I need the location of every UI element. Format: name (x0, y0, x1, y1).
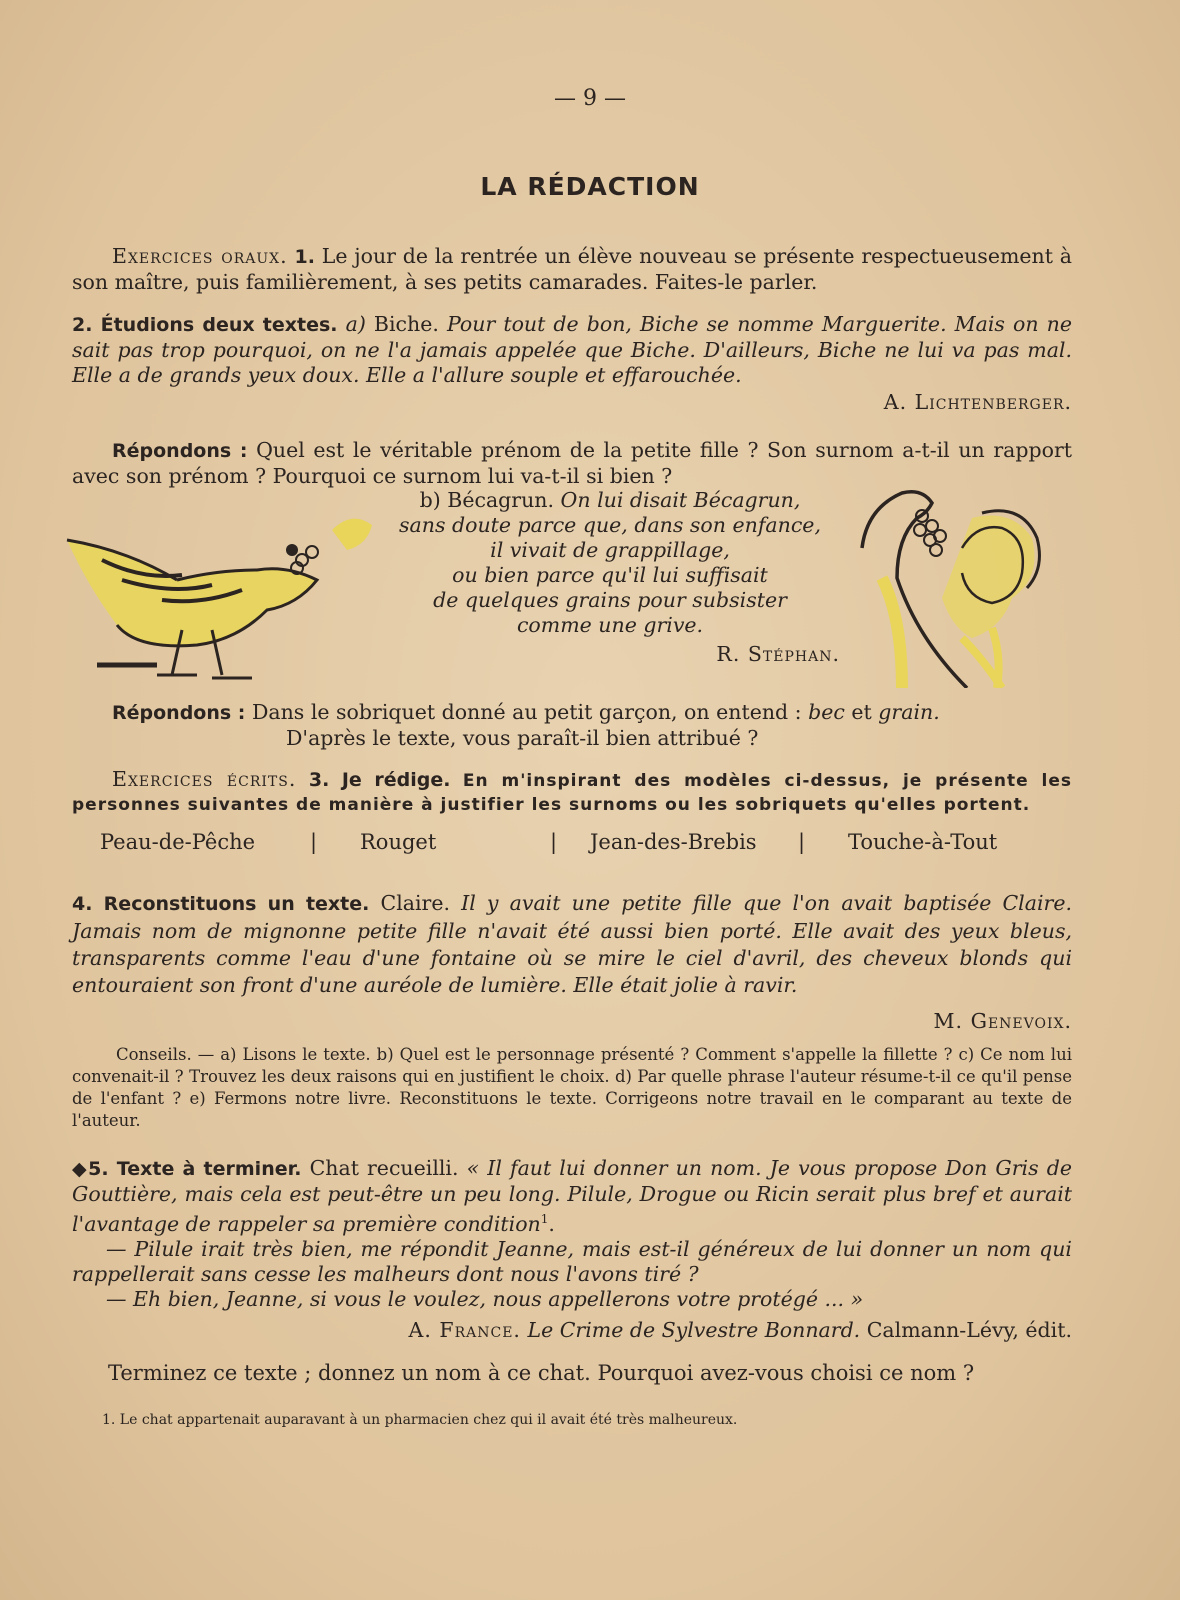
question-2-et: et (851, 700, 872, 724)
exercise-5-author: A. France. (408, 1317, 521, 1342)
nickname-list (72, 830, 1072, 855)
exercise-5: ◆5. Texte à terminer. Chat recueilli. « Il faut lui donner un nom. Je vous propose Don Gris de Gouttière, mais cela est peut-être un peu long. Pilule, Drogue ou Ricin serait plus bref et aurait l'avantage de rappeler sa première condition$^1$. — Pilule irait très bien, me répondit Jeanne, mais est-il généreux de lui donner un nom qui rappellerait sans cesse les malheurs dont nous l'avons tiré ? — Eh bien, Jeanne, si vous le voulez, nous appellerons votre protégé ... » A. France. Le Crime de Sylvestre Bonnard. Calmann-Lévy, édit. Terminez ce texte ; donnez un nom à ce chat. Pourquoi avez-vous choisi ce nom ? (72, 1156, 1072, 1385)
question-2-text-2: D'après le texte, vous paraît-il bien attribué ? (286, 726, 759, 750)
poem-line: il vivait de grappillage, (490, 538, 730, 562)
exercise-2-b (380, 488, 840, 667)
exercise-4-text: Il y avait une petite fille que l'on avait baptisée Claire. Jamais nom de mignonne petite fille n'avait été aussi bien porté. Elle avait des yeux bleus, transparents comme l'eau d'une fontaine où se mire le ciel d'avril, des cheveux blonds qui entouraient son front d'une auréole de lumière. Elle était jolie à ravir. (72, 891, 1072, 997)
poem-line: On lui disait Bécagrun, (560, 488, 801, 512)
question-1-label: Répondons : (112, 440, 248, 462)
exercise-5-name: Chat recueilli. (309, 1156, 459, 1180)
exercise-2-a-label: a) (345, 312, 366, 336)
question-2-text: Dans le sobriquet donné au petit garçon, on entend : (251, 700, 802, 724)
poem-line: ou bien parce qu'il lui suffisait (452, 563, 768, 587)
boy-eating-grapes-illustration (852, 488, 1052, 688)
question-1 (72, 438, 1072, 489)
question-2-label: Répondons : (112, 702, 246, 724)
exercise-1-number: 1. (294, 246, 315, 268)
exercise-5-work: Le Crime de Sylvestre Bonnard. (527, 1317, 861, 1342)
poem-line: sans doute parce que, dans son enfance, (399, 513, 821, 537)
question-2-bec: bec (808, 700, 845, 724)
exercise-5-line-2: — Pilule irait très bien, me répondit Jeanne, mais est-il généreux de lui donner un nom qui rappellerait sans cesse les malheurs dont nous l'avons tiré ? (72, 1236, 1072, 1286)
exercise-2-a-text: Pour tout de bon, Biche se nomme Marguerite. Mais on ne sait pas trop pourquoi, on ne l'a jamais appelée que Biche. D'ailleurs, Biche ne lui va pas mal. Elle a de grands yeux doux. Elle a l'allure souple et effarouchée. (72, 312, 1072, 387)
exercise-4-heading: 4. Reconstituons un texte. (72, 893, 370, 915)
nickname: Touche-à-Tout (848, 830, 998, 854)
exercise-4-advice: Conseils. — a) Lisons le texte. b) Quel est le personnage présenté ? Comment s'appelle la fillette ? c) Ce nom lui convenait-il ? Trouvez les deux raisons qui en justifient le choix. d) Par quelle phrase l'auteur résume-t-il ce qu'il pense de l'enfant ? e) Fermons notre livre. Reconstituons le texte. Corrigeons notre travail en le comparant au texte de l'auteur. (72, 1045, 1072, 1130)
exercise-4-name: Claire. (380, 891, 450, 915)
exercise-1-text: Le jour de la rentrée un élève nouveau se présente respectueusement à son maître, puis familièrement, à ses petits camarades. Faites-le parler. (72, 244, 1072, 294)
exercise-1-label: Exercices oraux. (112, 244, 288, 268)
poem-line: de quelques grains pour subsister (433, 588, 787, 612)
exercise-5-line-3: — Eh bien, Jeanne, si vous le voulez, nous appellerons votre protégé ... » (106, 1286, 864, 1311)
exercise-2-a-author: A. Lichtenberger. (883, 390, 1072, 414)
question-2-grain: grain. (878, 700, 940, 724)
page-number: — 9 — (554, 86, 626, 111)
footnote: 1. Le chat appartenait auparavant à un pharmacien chez qui il avait été très malheureux. (102, 1412, 738, 1428)
exercise-3-label: Exercices écrits. (112, 767, 297, 791)
nickname: Rouget (360, 830, 437, 854)
page-title: LA RÉDACTION (480, 172, 700, 201)
exercise-5-publisher: Calmann-Lévy, édit. (866, 1317, 1072, 1342)
exercise-4 (72, 890, 1072, 1132)
exercise-5-line-1: « Il faut lui donner un nom. Je vous propose Don Gris de Gouttière, mais cela est peut-être un peu long. Pilule, Drogue ou Ricin serait plus bref et aurait l'avantage de rappeler sa première condition (72, 1156, 1072, 1236)
separator: | (798, 830, 806, 854)
exercise-2-b-author: R. Stéphan. (716, 642, 840, 666)
exercise-5-task: Terminez ce texte ; donnez un nom à ce chat. Pourquoi avez-vous choisi ce nom ? (108, 1360, 975, 1385)
separator: | (550, 830, 558, 854)
question-2 (72, 700, 1072, 751)
poem-line: comme une grive. (516, 613, 704, 637)
exercise-2-heading: 2. Étudions deux textes. (72, 314, 338, 336)
exercise-2-a-name: Biche. (373, 312, 439, 336)
nickname: Jean-des-Brebis (590, 830, 757, 854)
bird-with-grapes-illustration (62, 500, 372, 690)
exercise-4-author: M. Genevoix. (933, 1009, 1072, 1033)
exercise-3-heading: 3. Je rédige. (308, 769, 451, 791)
exercise-2-b-label: b) (419, 488, 441, 512)
separator: | (310, 830, 318, 854)
exercise-2 (72, 312, 1072, 415)
exercise-1 (72, 244, 1072, 295)
exercise-3-instruction: En m'inspirant des modèles ci-dessus, je présente les personnes suivantes de manière à justifier les surnoms ou les sobriquets qu'elles portent. (72, 771, 1072, 815)
exercise-5-heading: ◆5. Texte à terminer. (72, 1158, 302, 1180)
question-1-text: Quel est le véritable prénom de la petite fille ? Son surnom a-t-il un rapport avec son prénom ? Pourquoi ce surnom lui va-t-il si bien ? (72, 438, 1072, 488)
exercise-3 (72, 768, 1072, 855)
footnote-ref: 1 (540, 1212, 549, 1226)
nickname: Peau-de-Pêche (100, 830, 256, 854)
exercise-2-b-name: Bécagrun. (447, 488, 555, 512)
